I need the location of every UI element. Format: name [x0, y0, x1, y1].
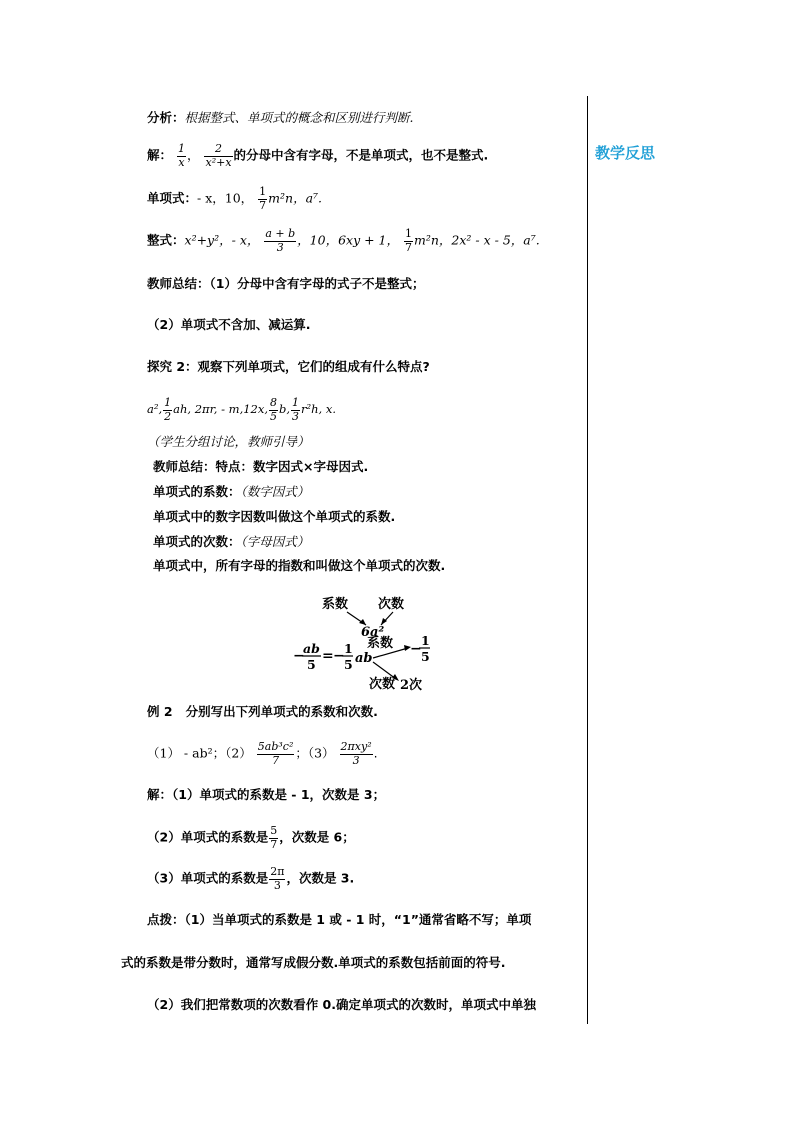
- fraction-5-over-7: $\frac{5}{7}$: [270, 824, 278, 851]
- diagram-center: 6a²: [361, 625, 385, 640]
- diagram-equals: =: [322, 648, 334, 664]
- fraction-2pixy2-over-3: $\frac{\text{2πxy²}}{3}$: [340, 740, 372, 767]
- monomials-part1: - x，10，: [197, 190, 254, 206]
- deg-definition: 单项式中，所有字母的指数和叫做这个单项式的次数.: [153, 558, 446, 573]
- tip-line3: （2）我们把常数项的次数看作 0.确定单项式的次数时，单项式中单独: [147, 997, 536, 1012]
- diagram-top-left: 系数: [322, 597, 349, 612]
- diagram-mid-den: 5: [344, 657, 353, 672]
- diagram-coef-num: 1: [421, 633, 430, 648]
- coefficient-degree-diagram: [285, 592, 485, 692]
- diagram-coef-label: 系数: [367, 636, 394, 651]
- diagram-left-num: ab: [303, 641, 320, 656]
- fraction-1-over-7: $\frac{1}{7}$: [259, 185, 267, 212]
- sidebar-title: 教学反思: [595, 144, 656, 162]
- diagram-left-den: 5: [307, 657, 316, 672]
- example2-line: 例 2 分别写出下列单项式的系数和次数.: [147, 704, 378, 719]
- diagram-coef-den: 5: [421, 649, 430, 664]
- diagram-mid-var: ab: [355, 651, 373, 666]
- diagram-mid-num: 1: [344, 641, 353, 656]
- fraction-1-over-3: $\frac{1}{3}$: [292, 396, 300, 423]
- fraction-1-over-2: $\frac{1}{2}$: [164, 396, 172, 423]
- analysis-label: 分析：: [147, 110, 185, 125]
- tip-line1: 点拨：（1）当单项式的系数是 1 或 - 1 时，“1”通常省略不写；单项: [147, 912, 532, 927]
- monomials-part2: m²n，a⁷.: [268, 190, 323, 206]
- diagram-top-right: 次数: [378, 597, 405, 612]
- solution1-line: 解： $\frac{1}{x}$ ， $\frac{2}{\text{x²+x}}$ 的分母中含有字母，不是单项式，也不是整式.: [147, 142, 489, 169]
- diagram-minus-1: −: [293, 648, 305, 664]
- polynomials-line: [147, 228, 734, 254]
- deg-title-line: 单项式的次数：（字母因式）: [153, 534, 310, 549]
- diagram-minus-3: −: [410, 641, 422, 657]
- solution1-label: 解：: [147, 147, 173, 163]
- diagram-deg-label: 次数: [369, 677, 396, 692]
- analysis-line: [147, 112, 734, 125]
- fraction-1-over-7-b: $\frac{1}{7}$: [405, 227, 412, 254]
- polynomials-part2: ，10，6xy + 1，: [297, 232, 400, 248]
- tip-line2: 式的系数是带分数时，通常写成假分数.单项式的系数包括前面的符号.: [121, 955, 506, 970]
- solution2-line3: （3）单项式的系数是 $\frac{2\pi}{3}$ ，次数是 3.: [147, 865, 355, 892]
- explore2-line: 探究 2：观察下列单项式，它们的组成有什么特点?: [147, 359, 430, 374]
- polynomials-label: 整式：: [147, 232, 185, 248]
- fraction-a-plus-b-over-3: $\frac{a + b}{3}$: [265, 227, 296, 254]
- discussion-note: （学生分组讨论，教师引导）: [147, 434, 310, 449]
- summary1-line: 教师总结：（1）分母中含有字母的式子不是整式；: [147, 276, 425, 291]
- polynomials-part3: m²n，2x² - x - 5，a⁷.: [414, 232, 540, 248]
- coef-title-line: 单项式的系数：（数字因式）: [153, 484, 310, 499]
- diagram-minus-2: −: [333, 648, 345, 664]
- fraction-2pi-over-3: $\frac{2\pi}{3}$: [270, 865, 285, 892]
- solution2-line2: （2）单项式的系数是 $\frac{5}{7}$ ，次数是 6；: [147, 824, 355, 851]
- example-items: （1） - ab²；（2） $\frac{\text{5ab³c²}}{7}$ ；（3） $\frac{\text{2πxy²}}{3}$ .: [147, 740, 378, 767]
- solution1-text: 的分母中含有字母，不是单项式，也不是整式.: [233, 147, 489, 163]
- fraction-5ab3c2-over-7: $\frac{\text{5ab³c²}}{7}$: [257, 740, 294, 767]
- solution2-line1: 解：（1）单项式的系数是 - 1，次数是 3；: [147, 787, 386, 802]
- fraction-2-over-x2x: $\frac{2}{\text{x²+x}}$: [205, 142, 232, 169]
- summary2-line: （2）单项式不含加、减运算.: [147, 317, 311, 332]
- fraction-1-over-x: $\frac{1}{x}$: [178, 142, 185, 169]
- summary3-line: 教师总结：特点：数字因式×字母因式.: [153, 459, 369, 474]
- monomials-label: 单项式：: [147, 190, 198, 206]
- coef-definition: 单项式中的数字因数叫做这个单项式的系数.: [153, 509, 396, 524]
- monomial-list: a², $\frac{1}{2}$ ah, 2πr, - m,12x, $\frac{8}{5}$ b, $\frac{1}{3}$ r²h, x.: [147, 396, 336, 423]
- monomials-line: [147, 186, 734, 212]
- polynomials-part1: x²+y²，- x，: [184, 232, 260, 248]
- diagram-deg-value: 2次: [400, 678, 423, 692]
- analysis-text: 根据整式、单项式的概念和区别进行判断.: [184, 110, 414, 125]
- fraction-8-over-5: $\frac{8}{5}$: [270, 396, 277, 423]
